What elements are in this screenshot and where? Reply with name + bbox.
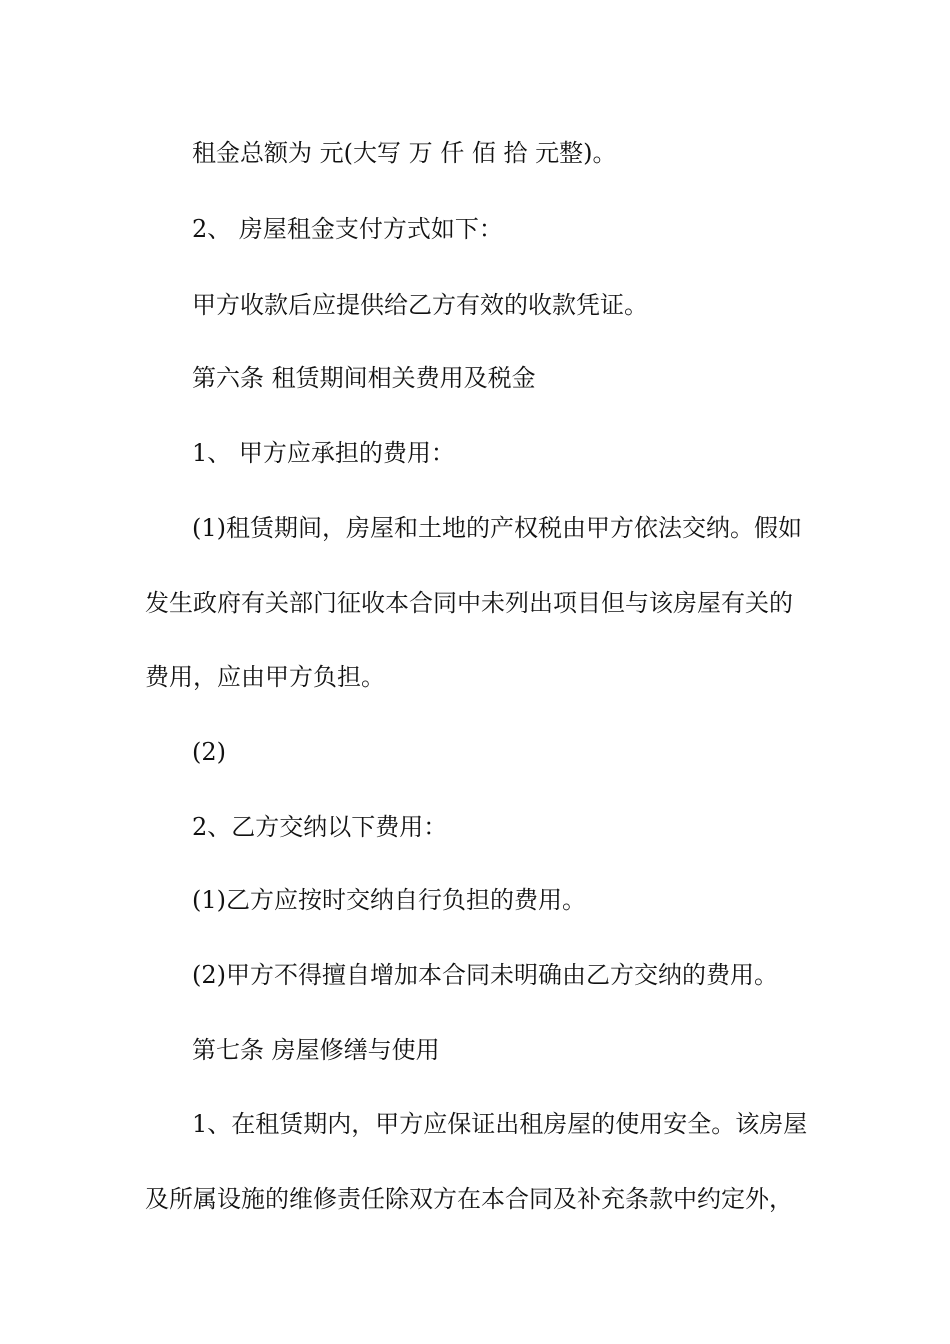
item-two-line: (2) [192,738,226,766]
maintenance-line: 及所属设施的维修责任除双方在本合同及补充条款中约定外， [145,1185,793,1213]
rent-total-line: 租金总额为 元(大写 万 仟 佰 拾 元整)。 [192,139,617,167]
article-six-heading: 第六条 租赁期间相关费用及税金 [192,364,536,392]
property-tax-line: (1)租赁期间，房屋和土地的产权税由甲方依法交纳。假如 [192,514,802,542]
party-b-pay-line: (1)乙方应按时交纳自行负担的费用。 [192,886,586,914]
article-seven-heading: 第七条 房屋修缮与使用 [192,1036,440,1064]
safety-line: 1、在租赁期内，甲方应保证出租房屋的使用安全。该房屋 [192,1110,808,1138]
party-a-fees-line: 1、 甲方应承担的费用： [192,439,455,467]
party-a-bears-line: 费用，应由甲方负担。 [145,663,385,691]
receipt-line: 甲方收款后应提供给乙方有效的收款凭证。 [192,291,648,319]
no-extra-fees-line: (2)甲方不得擅自增加本合同未明确由乙方交纳的费用。 [192,961,778,989]
party-b-fees-line: 2、乙方交纳以下费用： [192,813,448,841]
payment-method-line: 2、 房屋租金支付方式如下： [192,215,503,243]
government-fees-line: 发生政府有关部门征收本合同中未列出项目但与该房屋有关的 [145,589,793,617]
